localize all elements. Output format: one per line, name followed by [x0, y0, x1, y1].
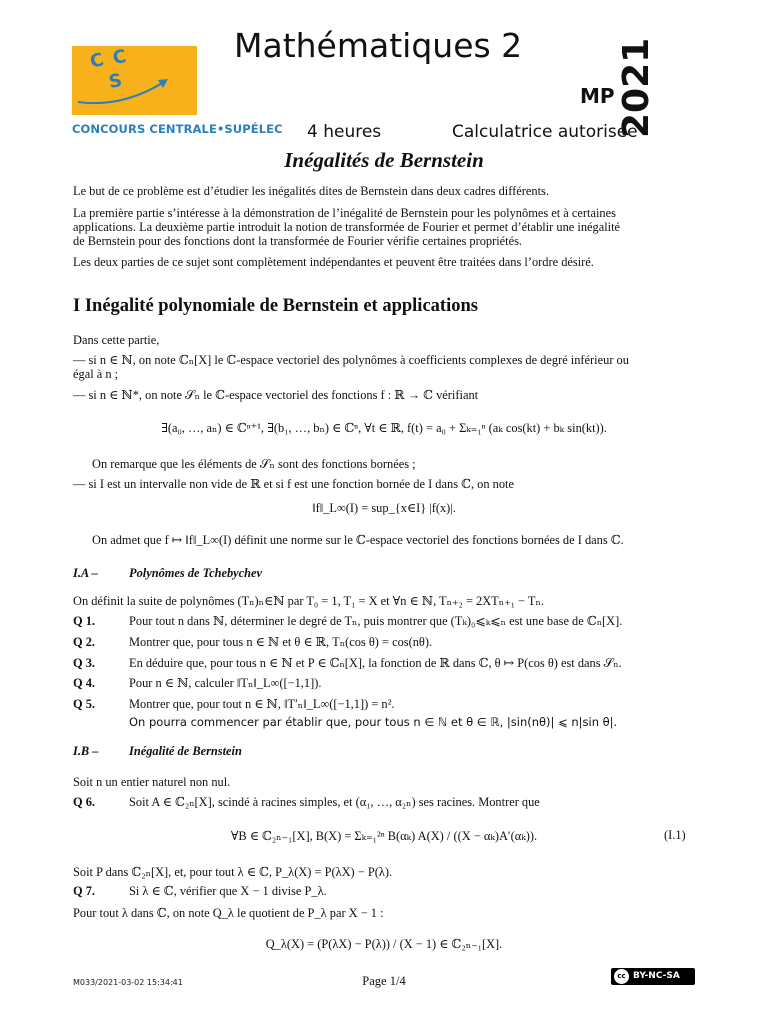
intro-line-3: applications. La deuxième partie introduit la notion de transformée de Fourier et permet d’établir une inégalité	[73, 220, 621, 234]
section-title: Polynômes de Tchebychev	[129, 566, 263, 580]
section-title: Inégalité de Bernstein	[129, 744, 242, 758]
logo-letter-c2: C	[111, 46, 128, 69]
question-number: Q 2.	[73, 635, 96, 649]
question-text: Montrer que, pour tous n ∈ ℕ et θ ∈ ℝ, Tₙ(cos θ) = cos(nθ).	[129, 635, 433, 649]
page-number: Page 1/4	[362, 974, 406, 988]
question-number: Q 4.	[73, 676, 96, 690]
equation-number: (I.1)	[664, 828, 686, 842]
page-title: Mathématiques 2	[234, 26, 523, 65]
question-number: Q 1.	[73, 614, 96, 628]
part-line: — si n ∈ ℕ, on note ℂₙ[X] le ℂ-espace vectoriel des polynômes à coefficients complexes de degré inférieur ou	[73, 353, 629, 367]
year-label: 2021	[616, 37, 657, 138]
question-row	[73, 675, 321, 691]
question-row	[73, 634, 432, 650]
part-line: — si I est un intervalle non vide de ℝ et si f est une fonction bornée de I dans ℂ, on note	[73, 477, 514, 491]
question-text: Si λ ∈ ℂ, vérifier que X − 1 divise P_λ.	[129, 884, 327, 898]
license-badge	[611, 968, 695, 985]
part-line: Dans cette partie,	[73, 333, 160, 347]
question-text: Montrer que, pour tout n ∈ ℕ, ‖T′ₙ‖_L∞([−1,1]) = n².	[129, 697, 395, 711]
concours-logo	[72, 46, 197, 115]
intro-line-1: Le but de ce problème est d’étudier les inégalités dites de Bernstein dans deux cadres différents.	[73, 184, 549, 198]
part-line: On remarque que les éléments de 𝒮ₙ sont des fonctions bornées ;	[92, 457, 416, 471]
filiere-label: MP	[580, 84, 615, 108]
question-text: Pour n ∈ ℕ, calculer ‖Tₙ‖_L∞([−1,1]).	[129, 676, 322, 690]
equation-interpolation: ∀B ∈ ℂ₂ₙ₋₁[X], B(X) = Σₖ₌₁²ⁿ B(αₖ) A(X) / ((X − αₖ)A′(αₖ)).	[230, 829, 538, 843]
question-row	[73, 883, 327, 899]
subject-title: Inégalités de Bernstein	[284, 148, 484, 172]
question-number: Q 6.	[73, 795, 96, 809]
logo-letter-c1: C	[87, 49, 107, 73]
section-intro: On définit la suite de polynômes (Tₙ)ₙ∈ℕ par T₀ = 1, T₁ = X et ∀n ∈ ℕ, Tₙ₊₂ = 2XTₙ₊₁ − Tₙ.	[73, 594, 544, 608]
equation-quotient: Q_λ(X) = (P(λX) − P(λ)) / (X − 1) ∈ ℂ₂ₙ₋₁[X].	[265, 937, 503, 951]
question-text: Soit A ∈ ℂ₂ₙ[X], scindé à racines simples, et (α₁, …, α₂ₙ) ses racines. Montrer que	[129, 795, 540, 809]
section-heading-b	[73, 744, 242, 759]
section-line: Soit P dans ℂ₂ₙ[X], et, pour tout λ ∈ ℂ, P_λ(X) = P(λX) − P(λ).	[73, 865, 393, 879]
logo-letter-s: S	[107, 69, 124, 93]
cc-icon: cc	[614, 969, 629, 984]
section-heading-a	[73, 566, 262, 581]
logo-graphic-icon	[72, 46, 197, 115]
question-row	[73, 794, 540, 810]
intro-line-2: La première partie s’intéresse à la démonstration de l’inégalité de Bernstein pour les polynômes et à certaines	[73, 206, 616, 220]
question-text: En déduire que, pour tous n ∈ ℕ et P ∈ ℂₙ[X], la fonction de ℝ dans ℂ, θ ↦ P(cos θ) est dans 𝒮ₙ.	[129, 656, 622, 670]
section-line: Soit n un entier naturel non nul.	[73, 775, 231, 789]
equation-sn: ∃(a₀, …, aₙ) ∈ ℂⁿ⁺¹, ∃(b₁, …, bₙ) ∈ ℂⁿ, ∀t ∈ ℝ, f(t) = a₀ + Σₖ₌₁ⁿ (aₖ cos(kt) + bₖ sin(kt)).	[161, 421, 607, 435]
part-line: On admet que f ↦ ‖f‖_L∞(I) définit une norme sur le ℂ-espace vectoriel des fonctions bornées de I dans ℂ.	[92, 533, 624, 547]
question-number: Q 3.	[73, 656, 96, 670]
equation-norm: ‖f‖_L∞(I) = sup_{x∈I} |f(x)|.	[312, 501, 456, 515]
question-text: Pour tout n dans ℕ, déterminer le degré de Tₙ, puis montrer que (Tₖ)₀⩽ₖ⩽ₙ est une base de ℂₙ[X].	[129, 614, 623, 628]
part-line: — si n ∈ ℕ*, on note 𝒮ₙ le ℂ-espace vectoriel des fonctions f : ℝ → ℂ vérifiant	[73, 388, 479, 402]
question-number: Q 7.	[73, 884, 96, 898]
question-row	[73, 696, 394, 712]
question-row	[73, 613, 622, 629]
intro-line-5: Les deux parties de ce sujet sont complètement indépendantes et peuvent être traitées dans l’ordre désiré.	[73, 255, 594, 269]
document-reference: M033/2021-03-02 15:34:41	[73, 978, 183, 987]
concours-name: CONCOURS CENTRALE•SUPÉLEC	[72, 122, 283, 136]
hint-text: On pourra commencer par établir que, pour tous n ∈ ℕ et θ ∈ ℝ, |sin(nθ)| ⩽ n|sin θ|.	[129, 715, 618, 729]
license-text: BY-NC-SA	[633, 971, 680, 981]
duration-label: 4 heures	[307, 122, 382, 142]
section-line: Pour tout λ dans ℂ, on note Q_λ le quotient de P_λ par X − 1 :	[73, 906, 384, 920]
calculator-label: Calculatrice autorisée	[452, 122, 638, 142]
question-number: Q 5.	[73, 697, 96, 711]
part-line: égal à n ;	[73, 367, 119, 381]
section-label: I.A –	[73, 566, 98, 580]
section-label: I.B –	[73, 744, 99, 758]
question-row	[73, 655, 622, 671]
part-title: I Inégalité polynomiale de Bernstein et applications	[73, 296, 478, 316]
intro-line-4: de Bernstein pour des fonctions dont la transformée de Fourier vérifie certaines propriétés.	[73, 234, 523, 248]
